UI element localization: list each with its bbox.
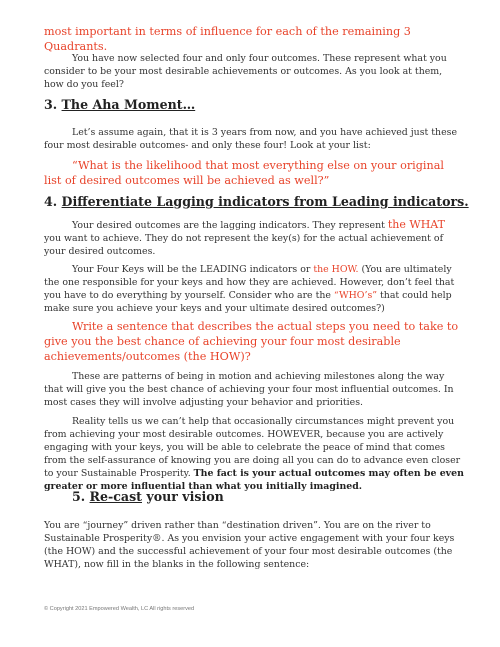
section-heading-4	[44, 194, 469, 209]
paragraph-selected-outcomes: You have now selected four and only four outcomes. These represent what you consider to be your most desirable achievements or outcomes. As you look at them, how do you feel?	[44, 53, 447, 90]
paragraph-reality: Reality tells us we can’t help that occasionally circumstances might prevent you from achieving your most desirable outcomes. HOWEVER, because you are actively engaging with your keys, you will be able to celebrate the peace of mind that comes from the self-assurance of knowing you are doing all you can do to advance even closer to your Sustainable Prosperity. The fact is your actual outcomes may often be even greater or more influential than what you initially imagined.	[44, 416, 464, 492]
quadrant-instruction: most important in terms of influence for each of the remaining 3 Quadrants.	[44, 25, 411, 53]
section-number: 3.	[44, 97, 62, 112]
paragraph-leading: Your Four Keys will be the LEADING indicators or the HOW. (You are ultimately the one responsible for your keys and how they are achieved. However, don’t feel that you have to do everything by yourself. Consider who are the “WHO’s” that could help make sure you achieve your keys and your ultimate desired outcomes?)	[44, 264, 455, 314]
the-how-highlight: the HOW.	[313, 264, 359, 275]
quote-write-sentence: Write a sentence that describes the actual steps you need to take to give you the best chance of achieving your four most desirable achievements/outcomes (the HOW)?	[44, 320, 459, 363]
section-title: Re-cast	[89, 489, 142, 504]
the-what-highlight: the WHAT	[387, 218, 445, 231]
whos-highlight: “WHO’s”	[333, 290, 378, 301]
section-number: 4.	[44, 194, 62, 209]
quote-likelihood: “What is the likelihood that most everything else on your original list of desired outcomes will be achieved as well?”	[44, 159, 444, 187]
paragraph-patterns: These are patterns of being in motion and achieving milestones along the way that will give you the best chance of achieving your four most influential outcomes. In most cases they will involve adjusting your behavior and priorities.	[44, 371, 454, 408]
section-number: 5.	[72, 489, 90, 504]
paragraph-lagging: Your desired outcomes are the lagging indicators. They represent the WHAT you want to achieve. They do not represent the key(s) for the actual achievement of your desired outcomes.	[44, 218, 445, 257]
section-heading-5	[72, 489, 224, 504]
paragraph-journey: You are “journey” driven rather than “destination driven”. You are on the river to Sustainable Prosperity®. As you envision your active engagement with your four keys (the HOW) and the successful achievement of your four most desirable outcomes (the WHAT), now fill in the blanks in the following sentence:	[44, 520, 455, 570]
paragraph-assume: Let’s assume again, that it is 3 years from now, and you have achieved just these four most desirable outcomes- and only these four! Look at your list:	[44, 127, 457, 151]
section-heading-3	[44, 97, 195, 112]
fact-emphasis: The fact is your actual outcomes may often be even greater or more influential than what you initially imagined.	[44, 468, 464, 492]
section-title-rest: your vision	[142, 489, 224, 504]
section-title: Differentiate Lagging indicators from Leading indicators.	[61, 194, 469, 209]
copyright-footer: © Copyright 2021 Empowered Wealth, LC All rights reserved	[44, 606, 195, 612]
section-title: The Aha Moment…	[61, 97, 196, 112]
